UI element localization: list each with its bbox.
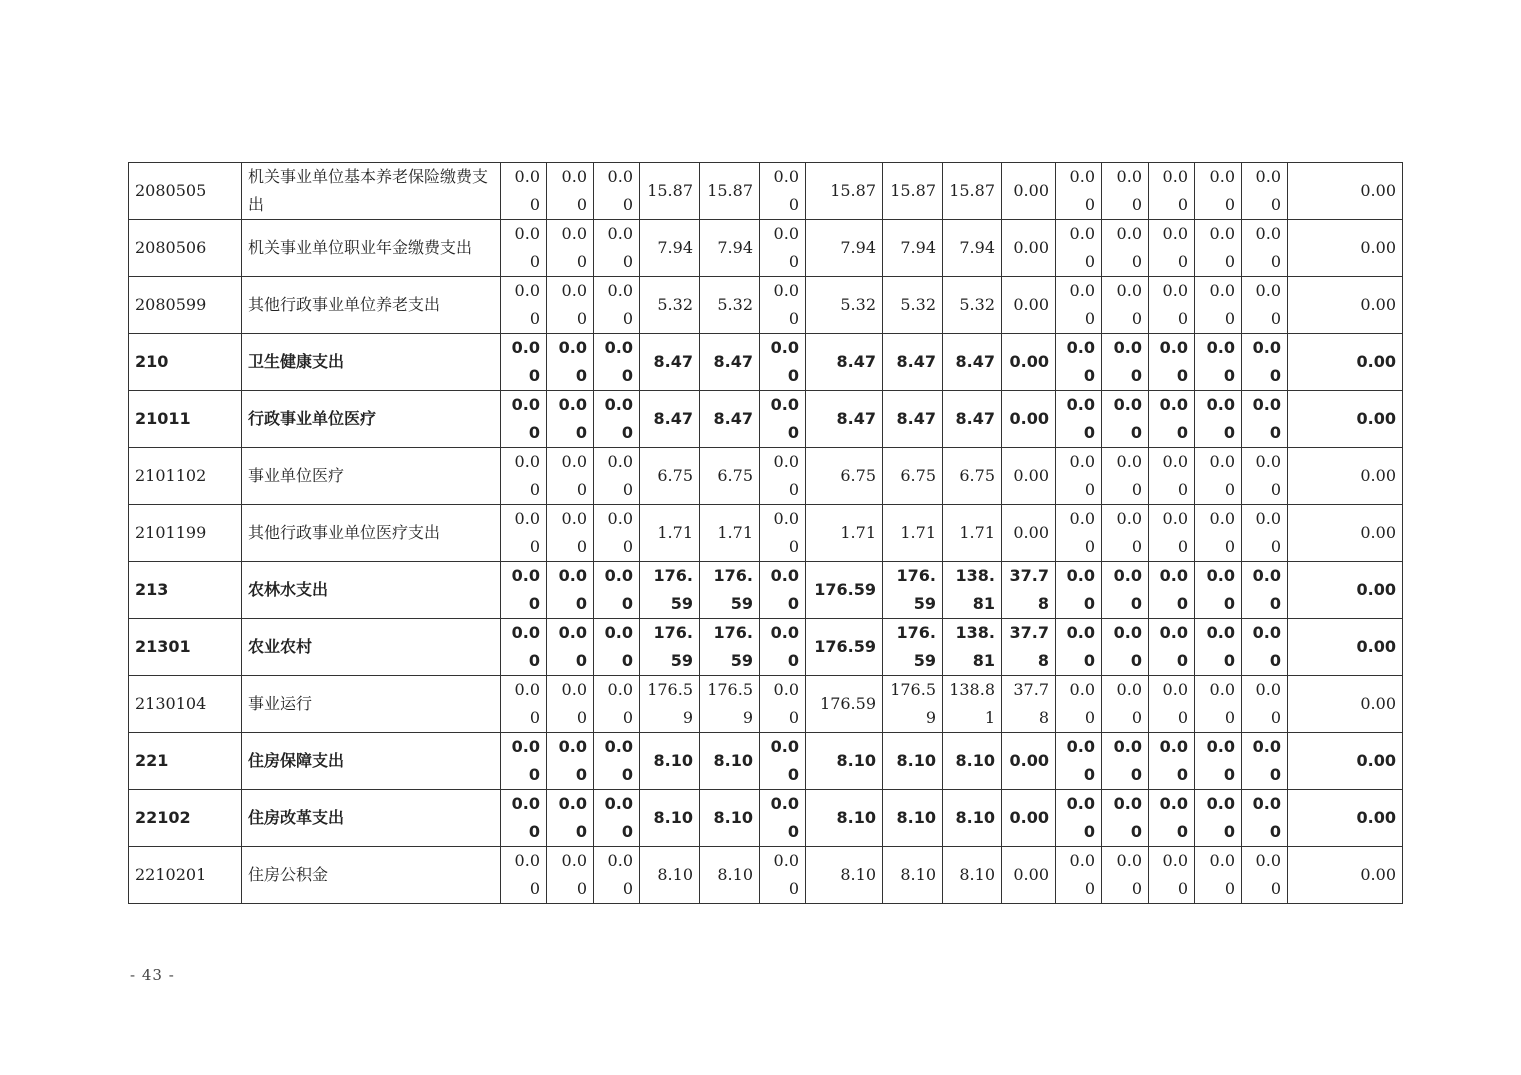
amount-cell: 0.00 xyxy=(547,163,594,220)
amount-cell: 0.00 xyxy=(547,733,594,790)
amount-cell: 0.00 xyxy=(760,277,806,334)
amount-cell: 0.00 xyxy=(760,562,806,619)
amount-cell: 0.00 xyxy=(1102,790,1149,847)
table-row xyxy=(129,277,1403,334)
amount-cell: 0.00 xyxy=(760,733,806,790)
subject-code-cell: 2210201 xyxy=(129,847,242,904)
amount-cell: 0.00 xyxy=(1102,220,1149,277)
subject-code-cell: 22102 xyxy=(129,790,242,847)
amount-cell: 6.75 xyxy=(943,448,1002,505)
amount-cell: 7.94 xyxy=(883,220,943,277)
amount-cell: 0.00 xyxy=(1242,790,1288,847)
amount-cell: 0.00 xyxy=(1242,391,1288,448)
amount-cell: 7.94 xyxy=(640,220,700,277)
amount-cell: 1.71 xyxy=(943,505,1002,562)
amount-cell: 0.00 xyxy=(1002,847,1056,904)
subject-code-cell: 221 xyxy=(129,733,242,790)
amount-cell: 8.10 xyxy=(700,790,760,847)
amount-cell: 0.00 xyxy=(1288,676,1403,733)
amount-cell: 0.00 xyxy=(547,676,594,733)
amount-cell: 0.00 xyxy=(1149,733,1195,790)
amount-cell: 6.75 xyxy=(883,448,943,505)
amount-cell: 1.71 xyxy=(883,505,943,562)
amount-cell: 176.59 xyxy=(883,619,943,676)
amount-cell: 0.00 xyxy=(1149,619,1195,676)
amount-cell: 8.10 xyxy=(700,847,760,904)
amount-cell: 15.87 xyxy=(806,163,883,220)
amount-cell: 8.10 xyxy=(806,733,883,790)
amount-cell: 0.00 xyxy=(1195,562,1242,619)
amount-cell: 0.00 xyxy=(501,619,547,676)
amount-cell: 0.00 xyxy=(1102,733,1149,790)
amount-cell: 8.10 xyxy=(943,790,1002,847)
amount-cell: 15.87 xyxy=(883,163,943,220)
amount-cell: 0.00 xyxy=(1242,562,1288,619)
amount-cell: 0.00 xyxy=(1149,220,1195,277)
amount-cell: 0.00 xyxy=(1102,676,1149,733)
amount-cell: 0.00 xyxy=(1242,505,1288,562)
amount-cell: 0.00 xyxy=(501,334,547,391)
amount-cell: 0.00 xyxy=(1056,847,1102,904)
subject-name-cell: 农业农村 xyxy=(242,619,501,676)
amount-cell: 0.00 xyxy=(1056,505,1102,562)
amount-cell: 0.00 xyxy=(501,448,547,505)
amount-cell: 176.59 xyxy=(640,562,700,619)
amount-cell: 0.00 xyxy=(1102,334,1149,391)
amount-cell: 0.00 xyxy=(1056,562,1102,619)
amount-cell: 8.47 xyxy=(806,334,883,391)
subject-code-cell: 2130104 xyxy=(129,676,242,733)
amount-cell: 0.00 xyxy=(547,334,594,391)
amount-cell: 0.00 xyxy=(1195,448,1242,505)
amount-cell: 8.47 xyxy=(883,334,943,391)
amount-cell: 0.00 xyxy=(1288,562,1403,619)
amount-cell: 0.00 xyxy=(760,790,806,847)
amount-cell: 0.00 xyxy=(594,163,640,220)
amount-cell: 8.47 xyxy=(640,391,700,448)
subject-name-cell: 机关事业单位职业年金缴费支出 xyxy=(242,220,501,277)
table-row xyxy=(129,790,1403,847)
amount-cell: 0.00 xyxy=(1149,334,1195,391)
amount-cell: 8.10 xyxy=(883,790,943,847)
amount-cell: 0.00 xyxy=(1102,619,1149,676)
amount-cell: 5.32 xyxy=(640,277,700,334)
subject-code-cell: 213 xyxy=(129,562,242,619)
amount-cell: 0.00 xyxy=(1056,220,1102,277)
amount-cell: 0.00 xyxy=(760,448,806,505)
amount-cell: 176.59 xyxy=(806,562,883,619)
amount-cell: 0.00 xyxy=(1242,277,1288,334)
amount-cell: 176.59 xyxy=(640,619,700,676)
amount-cell: 6.75 xyxy=(806,448,883,505)
amount-cell: 8.47 xyxy=(640,334,700,391)
amount-cell: 0.00 xyxy=(547,448,594,505)
amount-cell: 1.71 xyxy=(806,505,883,562)
budget-table xyxy=(128,162,1403,904)
amount-cell: 0.00 xyxy=(1242,220,1288,277)
amount-cell: 0.00 xyxy=(1102,277,1149,334)
amount-cell: 0.00 xyxy=(547,619,594,676)
amount-cell: 8.10 xyxy=(640,733,700,790)
subject-code-cell: 2080505 xyxy=(129,163,242,220)
amount-cell: 15.87 xyxy=(943,163,1002,220)
amount-cell: 0.00 xyxy=(1242,334,1288,391)
amount-cell: 0.00 xyxy=(1195,505,1242,562)
amount-cell: 1.71 xyxy=(640,505,700,562)
amount-cell: 0.00 xyxy=(547,220,594,277)
amount-cell: 0.00 xyxy=(1002,733,1056,790)
amount-cell: 8.10 xyxy=(806,847,883,904)
amount-cell: 0.00 xyxy=(1149,391,1195,448)
amount-cell: 0.00 xyxy=(501,391,547,448)
amount-cell: 0.00 xyxy=(594,334,640,391)
amount-cell: 176.59 xyxy=(700,619,760,676)
subject-name-cell: 机关事业单位基本养老保险缴费支出 xyxy=(242,163,501,220)
amount-cell: 8.10 xyxy=(943,733,1002,790)
table-row xyxy=(129,163,1403,220)
table-row xyxy=(129,676,1403,733)
table-row xyxy=(129,847,1403,904)
amount-cell: 0.00 xyxy=(501,277,547,334)
amount-cell: 0.00 xyxy=(594,277,640,334)
amount-cell: 1.71 xyxy=(700,505,760,562)
amount-cell: 0.00 xyxy=(547,790,594,847)
amount-cell: 176.59 xyxy=(883,562,943,619)
amount-cell: 0.00 xyxy=(1195,790,1242,847)
table-row xyxy=(129,334,1403,391)
amount-cell: 8.10 xyxy=(883,733,943,790)
amount-cell: 0.00 xyxy=(1195,220,1242,277)
amount-cell: 138.81 xyxy=(943,619,1002,676)
amount-cell: 0.00 xyxy=(1149,562,1195,619)
amount-cell: 37.78 xyxy=(1002,676,1056,733)
amount-cell: 0.00 xyxy=(760,847,806,904)
amount-cell: 0.00 xyxy=(1242,847,1288,904)
amount-cell: 0.00 xyxy=(1288,790,1403,847)
amount-cell: 0.00 xyxy=(1002,448,1056,505)
amount-cell: 37.78 xyxy=(1002,619,1056,676)
amount-cell: 0.00 xyxy=(760,163,806,220)
amount-cell: 0.00 xyxy=(760,505,806,562)
amount-cell: 0.00 xyxy=(1056,277,1102,334)
amount-cell: 8.10 xyxy=(943,847,1002,904)
amount-cell: 0.00 xyxy=(1288,505,1403,562)
table-row xyxy=(129,220,1403,277)
page-number: - 43 - xyxy=(130,966,175,984)
amount-cell: 0.00 xyxy=(1242,619,1288,676)
subject-name-cell: 卫生健康支出 xyxy=(242,334,501,391)
amount-cell: 0.00 xyxy=(760,619,806,676)
amount-cell: 176.59 xyxy=(806,619,883,676)
amount-cell: 0.00 xyxy=(1149,790,1195,847)
amount-cell: 0.00 xyxy=(1002,334,1056,391)
amount-cell: 0.00 xyxy=(760,334,806,391)
amount-cell: 176.59 xyxy=(700,676,760,733)
amount-cell: 0.00 xyxy=(1195,334,1242,391)
amount-cell: 0.00 xyxy=(594,391,640,448)
amount-cell: 0.00 xyxy=(760,676,806,733)
amount-cell: 0.00 xyxy=(1056,163,1102,220)
amount-cell: 0.00 xyxy=(1002,790,1056,847)
amount-cell: 0.00 xyxy=(594,790,640,847)
amount-cell: 0.00 xyxy=(1056,334,1102,391)
amount-cell: 0.00 xyxy=(1002,505,1056,562)
amount-cell: 138.81 xyxy=(943,562,1002,619)
amount-cell: 8.10 xyxy=(806,790,883,847)
amount-cell: 0.00 xyxy=(1195,619,1242,676)
amount-cell: 0.00 xyxy=(594,220,640,277)
subject-name-cell: 其他行政事业单位医疗支出 xyxy=(242,505,501,562)
amount-cell: 0.00 xyxy=(1242,733,1288,790)
amount-cell: 5.32 xyxy=(883,277,943,334)
amount-cell: 0.00 xyxy=(1288,847,1403,904)
amount-cell: 0.00 xyxy=(547,562,594,619)
table-row xyxy=(129,505,1403,562)
amount-cell: 0.00 xyxy=(501,163,547,220)
amount-cell: 0.00 xyxy=(1056,619,1102,676)
amount-cell: 0.00 xyxy=(594,619,640,676)
table-row xyxy=(129,619,1403,676)
amount-cell: 7.94 xyxy=(943,220,1002,277)
amount-cell: 0.00 xyxy=(1242,448,1288,505)
amount-cell: 37.78 xyxy=(1002,562,1056,619)
amount-cell: 0.00 xyxy=(760,220,806,277)
amount-cell: 0.00 xyxy=(1195,676,1242,733)
amount-cell: 0.00 xyxy=(1149,277,1195,334)
subject-code-cell: 2080506 xyxy=(129,220,242,277)
amount-cell: 8.47 xyxy=(806,391,883,448)
amount-cell: 5.32 xyxy=(806,277,883,334)
subject-code-cell: 210 xyxy=(129,334,242,391)
amount-cell: 0.00 xyxy=(501,505,547,562)
subject-code-cell: 21011 xyxy=(129,391,242,448)
amount-cell: 0.00 xyxy=(547,847,594,904)
amount-cell: 0.00 xyxy=(594,676,640,733)
amount-cell: 0.00 xyxy=(1002,391,1056,448)
amount-cell: 0.00 xyxy=(1102,448,1149,505)
amount-cell: 0.00 xyxy=(501,847,547,904)
amount-cell: 8.47 xyxy=(943,334,1002,391)
subject-name-cell: 事业运行 xyxy=(242,676,501,733)
amount-cell: 8.10 xyxy=(640,790,700,847)
amount-cell: 0.00 xyxy=(1149,505,1195,562)
subject-code-cell: 2101199 xyxy=(129,505,242,562)
amount-cell: 0.00 xyxy=(1288,220,1403,277)
table-row xyxy=(129,562,1403,619)
amount-cell: 0.00 xyxy=(594,505,640,562)
table-row xyxy=(129,733,1403,790)
amount-cell: 7.94 xyxy=(806,220,883,277)
amount-cell: 0.00 xyxy=(1002,220,1056,277)
amount-cell: 0.00 xyxy=(1288,163,1403,220)
amount-cell: 0.00 xyxy=(1149,163,1195,220)
amount-cell: 0.00 xyxy=(1102,391,1149,448)
amount-cell: 0.00 xyxy=(1288,619,1403,676)
subject-name-cell: 行政事业单位医疗 xyxy=(242,391,501,448)
amount-cell: 8.47 xyxy=(700,334,760,391)
amount-cell: 0.00 xyxy=(1242,676,1288,733)
amount-cell: 0.00 xyxy=(1288,277,1403,334)
amount-cell: 0.00 xyxy=(547,277,594,334)
amount-cell: 0.00 xyxy=(1002,163,1056,220)
amount-cell: 0.00 xyxy=(1288,448,1403,505)
amount-cell: 8.10 xyxy=(700,733,760,790)
table-row xyxy=(129,391,1403,448)
amount-cell: 0.00 xyxy=(594,562,640,619)
amount-cell: 0.00 xyxy=(501,220,547,277)
amount-cell: 0.00 xyxy=(594,733,640,790)
subject-name-cell: 农林水支出 xyxy=(242,562,501,619)
amount-cell: 8.47 xyxy=(700,391,760,448)
table-body xyxy=(129,163,1403,904)
amount-cell: 5.32 xyxy=(700,277,760,334)
amount-cell: 0.00 xyxy=(1195,847,1242,904)
amount-cell: 8.47 xyxy=(883,391,943,448)
amount-cell: 8.47 xyxy=(943,391,1002,448)
amount-cell: 0.00 xyxy=(594,448,640,505)
amount-cell: 0.00 xyxy=(1288,334,1403,391)
amount-cell: 0.00 xyxy=(1056,733,1102,790)
amount-cell: 0.00 xyxy=(1195,391,1242,448)
amount-cell: 0.00 xyxy=(1149,847,1195,904)
subject-code-cell: 21301 xyxy=(129,619,242,676)
amount-cell: 8.10 xyxy=(640,847,700,904)
amount-cell: 176.59 xyxy=(883,676,943,733)
amount-cell: 0.00 xyxy=(1102,562,1149,619)
amount-cell: 0.00 xyxy=(501,562,547,619)
amount-cell: 0.00 xyxy=(1195,163,1242,220)
subject-code-cell: 2101102 xyxy=(129,448,242,505)
table-row xyxy=(129,448,1403,505)
amount-cell: 0.00 xyxy=(1149,676,1195,733)
amount-cell: 0.00 xyxy=(547,505,594,562)
subject-name-cell: 住房公积金 xyxy=(242,847,501,904)
amount-cell: 0.00 xyxy=(501,733,547,790)
amount-cell: 7.94 xyxy=(700,220,760,277)
amount-cell: 0.00 xyxy=(1195,277,1242,334)
amount-cell: 5.32 xyxy=(943,277,1002,334)
amount-cell: 0.00 xyxy=(1056,676,1102,733)
amount-cell: 0.00 xyxy=(1102,505,1149,562)
amount-cell: 15.87 xyxy=(700,163,760,220)
amount-cell: 176.59 xyxy=(700,562,760,619)
amount-cell: 0.00 xyxy=(1195,733,1242,790)
amount-cell: 0.00 xyxy=(1288,733,1403,790)
amount-cell: 0.00 xyxy=(1002,277,1056,334)
amount-cell: 0.00 xyxy=(1242,163,1288,220)
amount-cell: 0.00 xyxy=(1056,790,1102,847)
amount-cell: 138.81 xyxy=(943,676,1002,733)
amount-cell: 8.10 xyxy=(883,847,943,904)
amount-cell: 0.00 xyxy=(1149,448,1195,505)
amount-cell: 0.00 xyxy=(760,391,806,448)
amount-cell: 176.59 xyxy=(640,676,700,733)
amount-cell: 0.00 xyxy=(594,847,640,904)
amount-cell: 0.00 xyxy=(501,790,547,847)
amount-cell: 176.59 xyxy=(806,676,883,733)
subject-name-cell: 住房保障支出 xyxy=(242,733,501,790)
amount-cell: 6.75 xyxy=(700,448,760,505)
amount-cell: 0.00 xyxy=(1288,391,1403,448)
amount-cell: 0.00 xyxy=(1056,448,1102,505)
amount-cell: 6.75 xyxy=(640,448,700,505)
subject-name-cell: 住房改革支出 xyxy=(242,790,501,847)
subject-name-cell: 事业单位医疗 xyxy=(242,448,501,505)
subject-name-cell: 其他行政事业单位养老支出 xyxy=(242,277,501,334)
subject-code-cell: 2080599 xyxy=(129,277,242,334)
amount-cell: 0.00 xyxy=(547,391,594,448)
amount-cell: 0.00 xyxy=(501,676,547,733)
amount-cell: 0.00 xyxy=(1056,391,1102,448)
amount-cell: 15.87 xyxy=(640,163,700,220)
amount-cell: 0.00 xyxy=(1102,847,1149,904)
amount-cell: 0.00 xyxy=(1102,163,1149,220)
